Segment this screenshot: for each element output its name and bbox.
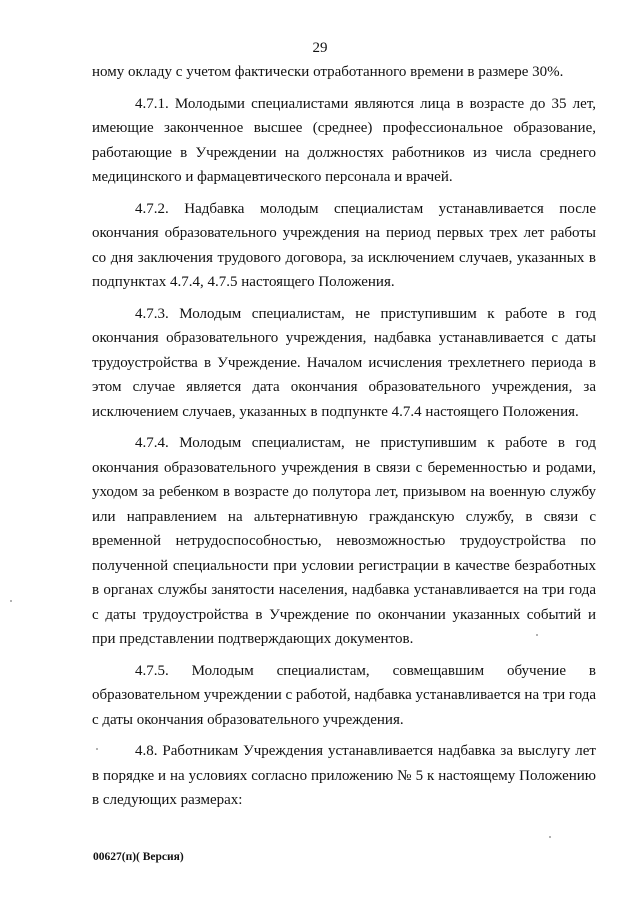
scan-speck <box>96 748 98 750</box>
paragraph-4-7-3: 4.7.3. Молодым специалистам, не приступившим к работе в год окончания образовательного учреждения, надбавка устанавливается с даты трудоустройства в Учреждение. Началом исчисления трехлетнего периода в этом случае является дата окончания образовательного учреждения, за исключением случаев, указанных в подпункте 4.7.4 настоящего Положения. <box>92 305 596 420</box>
page-number: 29 <box>312 40 328 56</box>
scan-speck <box>549 836 551 838</box>
paragraph-4-7-5: 4.7.5. Молодым специалистам, совмещавшим обучение в образовательном учреждении с работой, надбавка устанавливается на три года с даты окончания образовательного учреждения. <box>92 662 597 728</box>
paragraph-4-7-2: 4.7.2. Надбавка молодым специалистам устанавливается после окончания образовательного учреждения на период первых трех лет работы со дня заключения трудового договора, за исключением случаев, указанных в подпунктах 4.7.4, 4.7.5 настоящего Положения. <box>92 200 596 290</box>
scan-speck <box>10 600 12 602</box>
paragraph-4-8: 4.8. Работникам Учреждения устанавливается надбавка за выслугу лет в порядке и на условиях согласно приложению № 5 к настоящему Положению в следующих размерах: <box>92 743 596 808</box>
document-footer-code: 00627(п)( Версия) <box>93 851 184 863</box>
paragraph-4-7-1: 4.7.1. Молодыми специалистами являются лица в возрасте до 35 лет, имеющие законченное высшее (среднее) профессиональное образование, работающие в Учреждении на должностях работников из числа среднего медицинского и фармацевтического персонала и врачей. <box>92 95 596 185</box>
document-body <box>92 60 596 813</box>
paragraph-4-7-4: 4.7.4. Молодым специалистам, не приступившим к работе в год окончания образовательного учреждения в связи с беременностью и родами, уходом за ребенком в возрасте до полутора лет, призывом на военную службу или направлением на альтернативную гражданскую службу, в связи с временной нетрудоспособностью, невозможностью трудоустройства по полученной специальности при условии регистрации в качестве безработных в органах службы занятости населения, надбавка устанавливается на три года с даты трудоустройства в Учреждение по окончании указанных событий и при представлении подтверждающих документов. <box>92 435 596 647</box>
paragraph-continuation: ному окладу с учетом фактически отработанного времени в размере 30%. <box>92 64 564 80</box>
scan-speck <box>536 634 538 636</box>
